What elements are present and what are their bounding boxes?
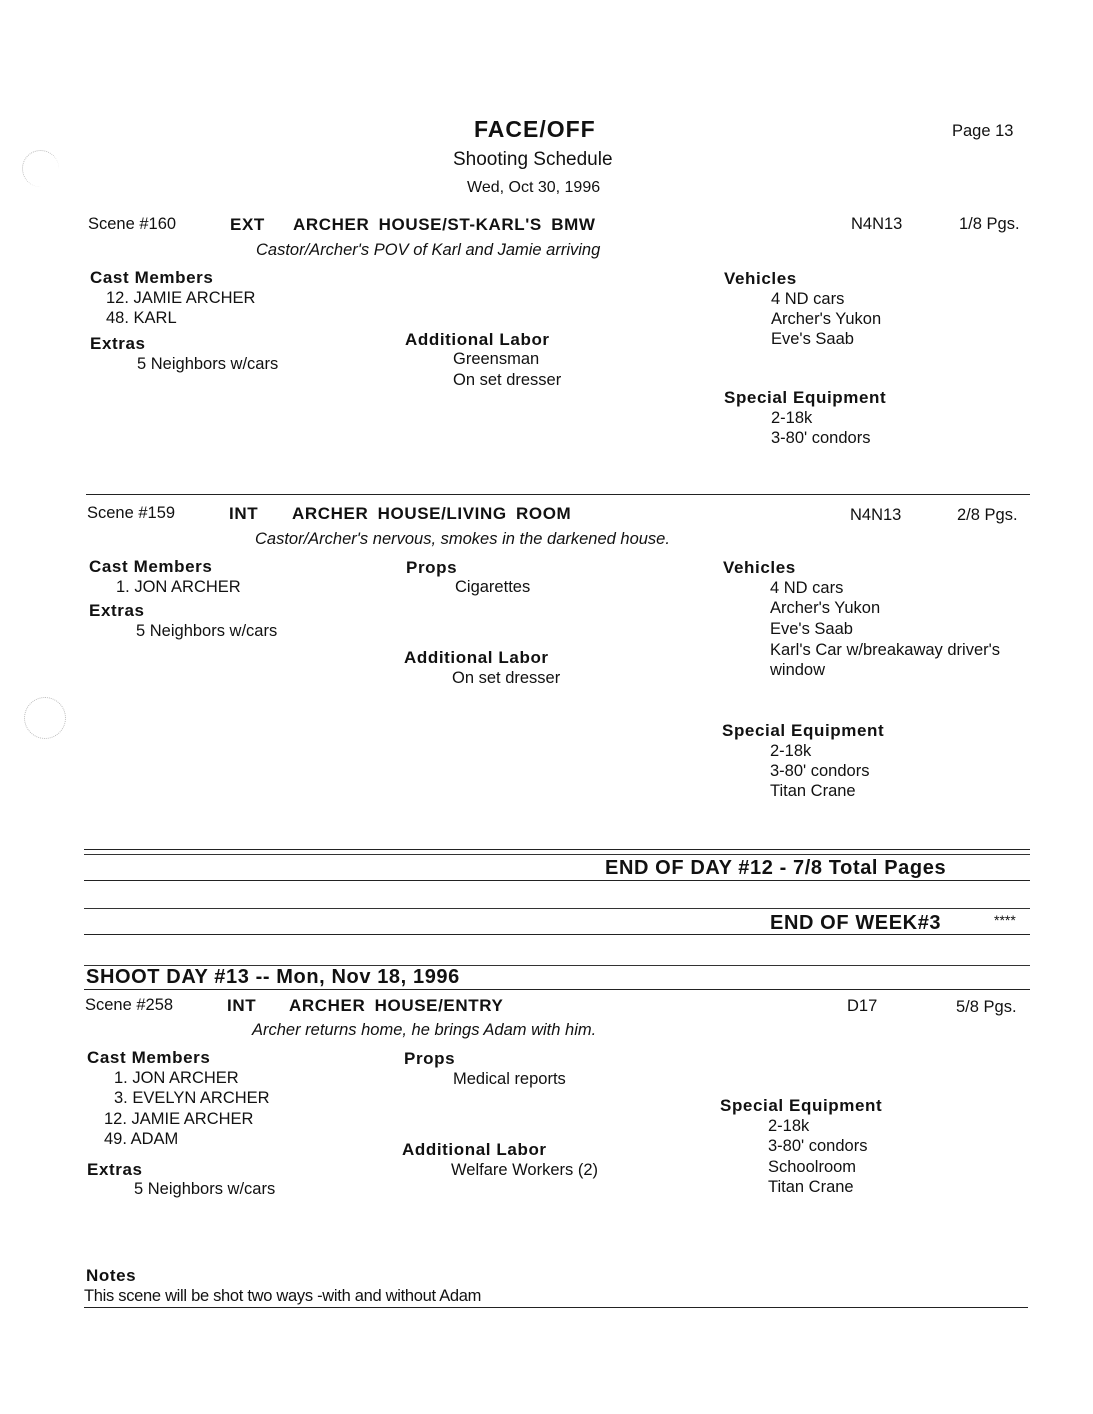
extras-label: Extras [89,601,145,620]
divider [84,1307,1028,1308]
cast-item: 12. JAMIE ARCHER [104,1110,254,1128]
cast-item: 1. JON ARCHER [116,578,241,596]
extras-label: Extras [90,334,146,353]
equipment-item: Titan Crane [770,782,856,800]
scene-day-code: N4N13 [850,506,902,524]
punch-hole-mark [24,697,66,739]
scene-int-ext: EXT [230,215,265,234]
scene-number: Scene #159 [87,504,176,522]
vehicles-label: Vehicles [723,558,796,577]
extras-item: 5 Neighbors w/cars [136,622,278,640]
scene-description: Archer returns home, he brings Adam with him. [252,1021,597,1039]
extras-item: 5 Neighbors w/cars [137,355,279,373]
vehicle-item: 4 ND cars [771,290,845,308]
labor-label: Additional Labor [402,1140,547,1159]
equipment-label: Special Equipment [722,721,885,740]
scene-set: ARCHER HOUSE/ENTRY [289,996,504,1015]
vehicle-item: Karl's Car w/breakaway driver's [770,641,1001,659]
page-number: Page 13 [952,122,1014,140]
equipment-item: Titan Crane [768,1178,854,1196]
extras-item: 5 Neighbors w/cars [134,1180,276,1198]
divider [84,880,1030,881]
end-of-day-banner: END OF DAY #12 - 7/8 Total Pages [605,857,947,879]
scene-number: Scene #258 [85,996,174,1014]
scene-int-ext: INT [227,996,257,1015]
scene-pages: 1/8 Pgs. [959,215,1020,233]
scene-day-code: D17 [847,997,878,1015]
equipment-label: Special Equipment [724,388,887,407]
vehicle-item: Eve's Saab [771,330,854,348]
labor-label: Additional Labor [404,648,549,667]
vehicle-item: Archer's Yukon [771,310,882,328]
scene-number: Scene #160 [88,215,177,233]
vehicle-item: window [770,661,826,679]
scene-day-code: N4N13 [851,215,903,233]
vehicles-label: Vehicles [724,269,797,288]
labor-item: Welfare Workers (2) [451,1161,599,1179]
props-label: Props [404,1049,456,1068]
equipment-item: 2-18k [770,742,812,760]
cast-label: Cast Members [87,1048,211,1067]
equipment-item: 3-80' condors [771,429,871,447]
cast-item: 49. ADAM [104,1130,179,1148]
cast-item: 12. JAMIE ARCHER [106,289,256,307]
divider [84,854,1030,855]
scene-description: Castor/Archer's nervous, smokes in the darkened house. [255,530,670,548]
shoot-day-banner: SHOOT DAY #13 -- Mon, Nov 18, 1996 [86,966,460,988]
equipment-label: Special Equipment [720,1096,883,1115]
extras-label: Extras [87,1160,143,1179]
cast-item: 1. JON ARCHER [114,1069,239,1087]
scene-pages: 5/8 Pgs. [956,998,1017,1016]
vehicle-item: Archer's Yukon [770,599,881,617]
props-item: Medical reports [453,1070,566,1088]
divider [84,849,1030,850]
cast-label: Cast Members [90,268,214,287]
props-label: Props [406,558,458,577]
vehicle-item: Eve's Saab [770,620,853,638]
scene-set: ARCHER HOUSE/ST-KARL'S BMW [293,215,596,234]
schedule-date: Wed, Oct 30, 1996 [467,179,601,196]
document-subtitle: Shooting Schedule [453,149,613,170]
labor-item: On set dresser [452,669,561,687]
end-of-week-marks: **** [994,912,1016,928]
labor-label: Additional Labor [405,330,550,349]
labor-item: On set dresser [453,371,562,389]
document-title: FACE/OFF [474,116,596,142]
cast-item: 3. EVELYN ARCHER [114,1089,270,1107]
divider [86,494,1030,495]
notes-label: Notes [86,1266,137,1285]
cast-item: 48. KARL [106,309,177,327]
scene-pages: 2/8 Pgs. [957,506,1018,524]
notes-text: This scene will be shot two ways -with and without Adam [84,1287,482,1305]
divider [84,908,1030,909]
equipment-item: 2-18k [771,409,813,427]
equipment-item: Schoolroom [768,1158,857,1176]
equipment-item: 3-80' condors [770,762,870,780]
end-of-week-banner: END OF WEEK#3 [770,912,942,934]
cast-label: Cast Members [89,557,213,576]
punch-hole-mark [22,150,59,187]
equipment-item: 2-18k [768,1117,810,1135]
divider [84,934,1030,935]
vehicle-item: 4 ND cars [770,579,844,597]
equipment-item: 3-80' condors [768,1137,868,1155]
scene-description: Castor/Archer's POV of Karl and Jamie arriving [256,241,601,259]
scene-set: ARCHER HOUSE/LIVING ROOM [292,504,572,523]
labor-item: Greensman [453,350,540,368]
scene-int-ext: INT [229,504,259,523]
divider [84,989,1030,990]
props-item: Cigarettes [455,578,531,596]
